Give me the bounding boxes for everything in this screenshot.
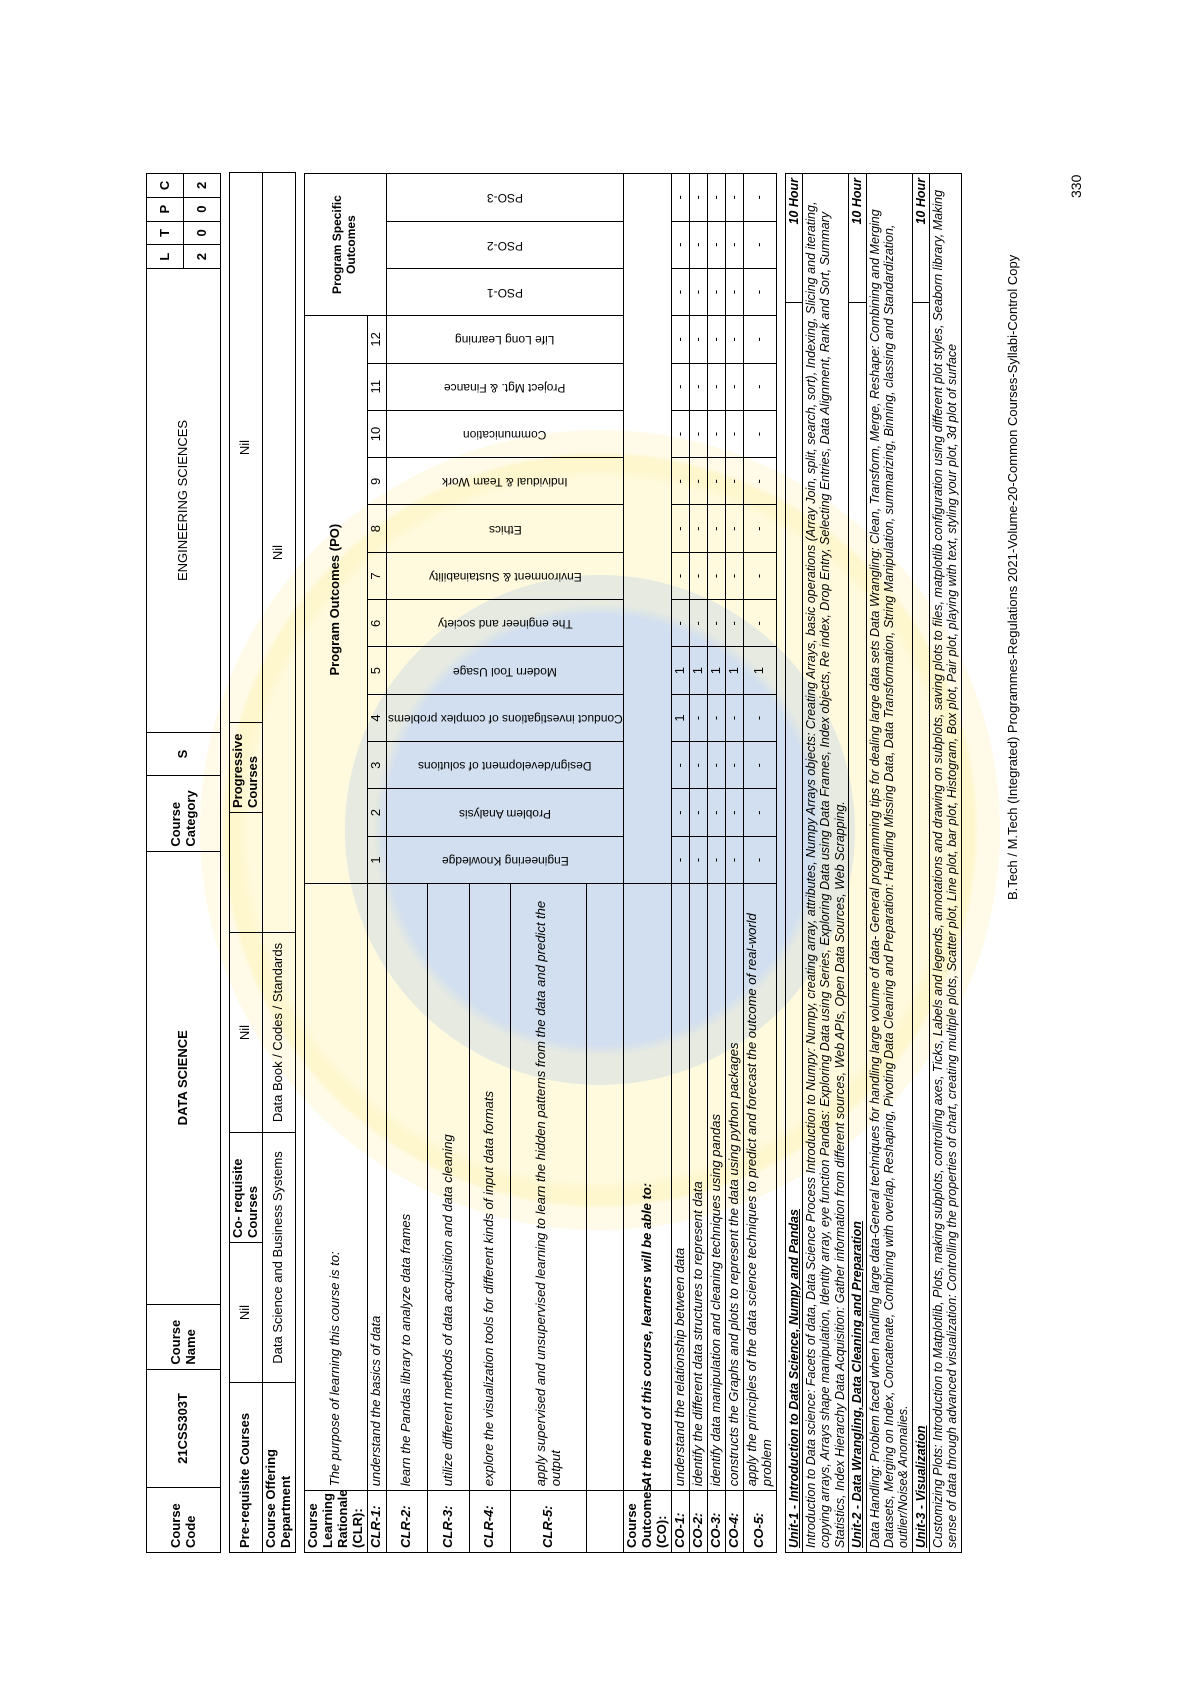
course-name: DATA SCIENCE xyxy=(147,851,221,1304)
co-po-cell: - xyxy=(725,458,743,505)
databook-label: Data Book / Codes / Standards xyxy=(262,933,295,1133)
clr-3-id: CLR-3: xyxy=(428,1491,470,1553)
unit-hours: 10 Hour xyxy=(849,174,866,303)
co-po-cell: - xyxy=(743,836,776,883)
co-po-cell: - xyxy=(672,458,690,505)
unit-hours: 10 Hour xyxy=(785,174,802,303)
po-name-12: Life Long Learning xyxy=(386,316,624,363)
co-po-cell: - xyxy=(690,268,708,315)
unit-header-row xyxy=(912,174,929,1553)
course-header-table xyxy=(146,173,221,1553)
pso-name-1: PSO-1 xyxy=(386,268,624,315)
page-number: 330 xyxy=(1068,174,1084,198)
co-po-cell: - xyxy=(725,363,743,410)
co-po-cell: - xyxy=(690,174,708,222)
co-po-cell: - xyxy=(690,316,708,363)
co-po-cell: - xyxy=(725,174,743,222)
co-purpose: At the end of this course, learners will be able to: xyxy=(624,884,672,1491)
co-po-cell: - xyxy=(707,410,725,457)
po-number-9: 9 xyxy=(367,458,386,505)
co-po-cell: - xyxy=(707,600,725,647)
co-title: Course Outcomes (CO): xyxy=(624,1491,672,1553)
po-number-8: 8 xyxy=(367,505,386,552)
ltpc-value-p: 0 xyxy=(184,197,221,221)
po-name-3: Design/development of solutions xyxy=(386,742,624,789)
co-text: constructs the Graphs and plots to represent the data using python packages xyxy=(725,884,743,1491)
co-po-cell: - xyxy=(707,268,725,315)
co-po-cell: - xyxy=(690,363,708,410)
pso-group-title: Program Specific Outcomes xyxy=(304,174,386,316)
co-po-cell: - xyxy=(690,552,708,599)
clr-purpose: The purpose of learning this course is to: xyxy=(304,884,367,1491)
databook-value: Nil xyxy=(262,173,295,933)
co-po-cell: - xyxy=(690,505,708,552)
co-po-cell: - xyxy=(725,742,743,789)
co-po-cell: - xyxy=(743,552,776,599)
po-name-4: Conduct investigations of complex problems xyxy=(386,694,624,741)
co-po-cell: - xyxy=(725,694,743,741)
progressive-label: Progressive Courses xyxy=(230,723,263,813)
po-number-5: 5 xyxy=(367,647,386,694)
clr-4-text: explore the visualization tools for different kinds of input data formats xyxy=(469,884,511,1491)
co-po-cell: - xyxy=(690,742,708,789)
course-category-name: ENGINEERING SCIENCES xyxy=(147,269,221,733)
po-name-1: Engineering Knowledge xyxy=(386,836,624,883)
unit-header-row xyxy=(849,174,866,1553)
po-number-3: 3 xyxy=(367,742,386,789)
co-po-cell: - xyxy=(725,221,743,268)
co-row xyxy=(743,174,776,1553)
co-po-cell: - xyxy=(725,505,743,552)
co-po-cell: - xyxy=(672,410,690,457)
co-po-cell: - xyxy=(690,410,708,457)
co-row xyxy=(725,174,743,1553)
co-id: CO-4: xyxy=(725,1491,743,1553)
unit-title: Unit-3 - Visualization xyxy=(912,303,929,1553)
co-id: CO-2: xyxy=(690,1491,708,1553)
co-po-cell: - xyxy=(743,268,776,315)
co-po-cell: - xyxy=(743,363,776,410)
co-po-cell: - xyxy=(743,221,776,268)
co-po-cell: - xyxy=(707,174,725,222)
ltpc-value-t: 0 xyxy=(184,221,221,245)
clr-2-id: CLR-2: xyxy=(386,1491,428,1553)
co-po-cell: 1 xyxy=(672,647,690,694)
po-group-title: Program Outcomes (PO) xyxy=(304,316,367,884)
co-po-cell: - xyxy=(672,316,690,363)
co-po-cell: - xyxy=(690,694,708,741)
unit-title: Unit-1 - Introduction to Data Science, Numpy and Pandas xyxy=(785,303,802,1553)
course-category-label: Course Category xyxy=(147,776,221,852)
co-po-cell: - xyxy=(725,316,743,363)
co-po-cell: - xyxy=(725,789,743,836)
co-po-cell: - xyxy=(743,600,776,647)
co-po-cell: - xyxy=(725,836,743,883)
po-number-7: 7 xyxy=(367,552,386,599)
po-name-2: Problem Analysis xyxy=(386,789,624,836)
corequisite-label: Co- requisite Courses xyxy=(230,1133,263,1243)
progressive-value: Nil xyxy=(230,173,263,723)
co-po-cell: - xyxy=(725,410,743,457)
po-number-2: 2 xyxy=(367,789,386,836)
po-number-6: 6 xyxy=(367,600,386,647)
ltpc-label-p: P xyxy=(147,197,184,221)
co-po-cell: - xyxy=(707,316,725,363)
co-po-cell: 1 xyxy=(725,647,743,694)
co-po-cell: - xyxy=(707,694,725,741)
ltpc-label-c: C xyxy=(147,174,184,198)
page-footer: B.Tech / M.Tech (Integrated) Programmes-Regulations 2021-Volume-20-Common Courses-Syllabi-Control Copy xyxy=(1005,254,1020,900)
clr-3-text: utilize different methods of data acquisition and data cleaning xyxy=(428,884,470,1491)
co-text: apply the principles of the data science techniques to predict and forecast the outcome of real-world problem xyxy=(743,884,776,1491)
offering-department-value: Data Science and Business Systems xyxy=(262,1133,295,1383)
co-po-cell: - xyxy=(743,789,776,836)
co-po-cell: - xyxy=(690,600,708,647)
co-po-cell: - xyxy=(672,789,690,836)
co-po-cell: - xyxy=(672,174,690,222)
co-po-cell: - xyxy=(743,458,776,505)
clr-title: Course Learning Rationale (CLR): xyxy=(304,1491,367,1553)
co-po-cell: - xyxy=(707,836,725,883)
course-category: S xyxy=(147,732,221,775)
co-po-cell: - xyxy=(725,268,743,315)
co-po-cell: 1 xyxy=(690,647,708,694)
co-po-cell: - xyxy=(725,600,743,647)
ltpc-label-l: L xyxy=(147,245,184,269)
co-po-cell: - xyxy=(707,458,725,505)
unit-hours: 10 Hour xyxy=(912,174,929,303)
ltpc-value-c: 2 xyxy=(184,174,221,198)
co-po-cell: - xyxy=(672,505,690,552)
co-po-cell: - xyxy=(672,600,690,647)
clr-5-text: apply supervised and unsupervised learning to learn the hidden patterns from the data and predict the output xyxy=(511,884,587,1491)
pso-name-2: PSO-2 xyxy=(386,221,624,268)
co-text: identify data manipulation and cleaning techniques using pandas xyxy=(707,884,725,1491)
co-po-cell: - xyxy=(743,505,776,552)
co-po-cell: 1 xyxy=(672,694,690,741)
co-po-cell: - xyxy=(672,742,690,789)
po-number-4: 4 xyxy=(367,694,386,741)
clr-5-id: CLR-5: xyxy=(511,1491,587,1553)
co-po-cell: - xyxy=(690,789,708,836)
co-po-cell: - xyxy=(707,552,725,599)
co-po-cell: - xyxy=(743,174,776,222)
co-id: CO-5: xyxy=(743,1491,776,1553)
co-po-cell: - xyxy=(725,552,743,599)
syllabus-sheet xyxy=(146,173,960,1553)
clr-1-text: understand the basics of data xyxy=(367,884,386,1491)
co-id: CO-1: xyxy=(672,1491,690,1553)
course-name-label: Course Name xyxy=(147,1304,221,1369)
prerequisite-table xyxy=(229,172,296,1553)
co-po-cell: - xyxy=(707,742,725,789)
po-number-12: 12 xyxy=(367,316,386,363)
co-po-cell: - xyxy=(743,410,776,457)
unit-content-row xyxy=(930,174,962,1553)
outcomes-table xyxy=(304,173,777,1553)
pso-name-3: PSO-3 xyxy=(386,174,624,222)
prerequisite-value: Nil xyxy=(230,1243,263,1383)
unit-header-row xyxy=(785,174,802,1553)
co-po-cell: - xyxy=(690,221,708,268)
po-name-7: Environment & Sustainability xyxy=(386,552,624,599)
po-name-6: The engineer and society xyxy=(386,600,624,647)
co-po-cell: - xyxy=(690,836,708,883)
clr-2-text: learn the Pandas library to analyze data frames xyxy=(386,884,428,1491)
course-code: 21CSS303T xyxy=(147,1369,221,1488)
co-row xyxy=(690,174,708,1553)
clr-1-id: CLR-1: xyxy=(367,1491,386,1553)
corequisite-value: Nil xyxy=(230,933,263,1133)
offering-department-label: Course Offering Department xyxy=(262,1383,295,1553)
co-rows xyxy=(672,174,777,1553)
co-po-cell: - xyxy=(672,836,690,883)
co-po-cell: 1 xyxy=(743,647,776,694)
co-po-cell: - xyxy=(707,363,725,410)
co-po-cell: - xyxy=(743,742,776,789)
co-po-cell: - xyxy=(707,789,725,836)
ltpc-value-l: 2 xyxy=(184,245,221,269)
co-po-cell: - xyxy=(690,458,708,505)
po-name-11: Project Mgt. & Finance xyxy=(386,363,624,410)
unit-content: Data Handling: Problem faced when handling large data-General techniques for handling large volume of data- General programming tips for dealing large data sets Data Wrangling: Clean, Transform, Merge, Reshape: Combining and Merging Datasets, Merging on Index, Concatenate, Combining with overlap, Reshaping, Pivoting Data Cleaning and Preparation: Handling Missing Data, Data Transformation, String Manipulation, summarizing, Binning, classing and Standardization, outlier/Noise& Anomalies. xyxy=(866,174,912,1553)
co-po-cell: - xyxy=(743,694,776,741)
co-po-cell: 1 xyxy=(707,647,725,694)
unit-content: Introduction to Data science: Facets of data, Data Science Process Introduction to Numpy: Numpy, creating array, attributes, Numpy Arrays objects: Creating Arrays, basic operations (Array Join, split, search, sort), Indexing, Slicing and iterating, copying arrays, Arrays shape manipulation, Identity array, eye function Pandas: Exploring Data using Series, Exploring Data using Data Frames, Index objects, Re index, Drop Entry, Selecting Entries, Data Alignment, Rank and Sort, Summary Statistics, Index Hierarchy Data Acquisition: Gather information from different sources, Web APIs, Open Data Sources, Web Scrapping. xyxy=(803,174,849,1553)
prerequisite-label: Pre-requisite Courses xyxy=(230,1383,263,1553)
course-code-label: Course Code xyxy=(147,1488,221,1553)
co-po-cell: - xyxy=(672,221,690,268)
po-number-1: 1 xyxy=(367,836,386,883)
unit-content-row xyxy=(866,174,912,1553)
units-table xyxy=(785,173,962,1553)
ltpc-label-t: T xyxy=(147,221,184,245)
co-row xyxy=(672,174,690,1553)
po-name-8: Ethics xyxy=(386,505,624,552)
unit-title: Unit-2 - Data Wrangling, Data Cleaning and Preparation xyxy=(849,303,866,1553)
po-name-5: Modern Tool Usage xyxy=(386,647,624,694)
co-text: identify the different data structures to represent data xyxy=(690,884,708,1491)
po-number-10: 10 xyxy=(367,410,386,457)
unit-content: Customizing Plots: Introduction to Matplotlib, Plots, making subplots, controlling axes, Ticks, Labels and legends, annotations and drawing on subplots, saving plots to files, matplotlib configuration using different plot styles, Seaborn library, Making sense of data through advanced visualization: Controlling the properties of chart, creating multiple plots, Scatter plot, Line plot, bar plot, Histogram, Box plot, Pair plot, playing with text, styling your plot, 3d plot of surface xyxy=(930,174,962,1553)
co-row xyxy=(707,174,725,1553)
co-po-cell: - xyxy=(672,268,690,315)
co-po-cell: - xyxy=(707,505,725,552)
unit-content-row xyxy=(803,174,849,1553)
co-id: CO-3: xyxy=(707,1491,725,1553)
co-po-cell: - xyxy=(672,552,690,599)
clr-4-id: CLR-4: xyxy=(469,1491,511,1553)
co-text: understand the relationship between data xyxy=(672,884,690,1491)
co-po-cell: - xyxy=(672,363,690,410)
po-name-9: Individual & Team Work xyxy=(386,458,624,505)
po-number-11: 11 xyxy=(367,363,386,410)
co-po-cell: - xyxy=(707,221,725,268)
po-name-10: Communication xyxy=(386,410,624,457)
co-po-cell: - xyxy=(743,316,776,363)
